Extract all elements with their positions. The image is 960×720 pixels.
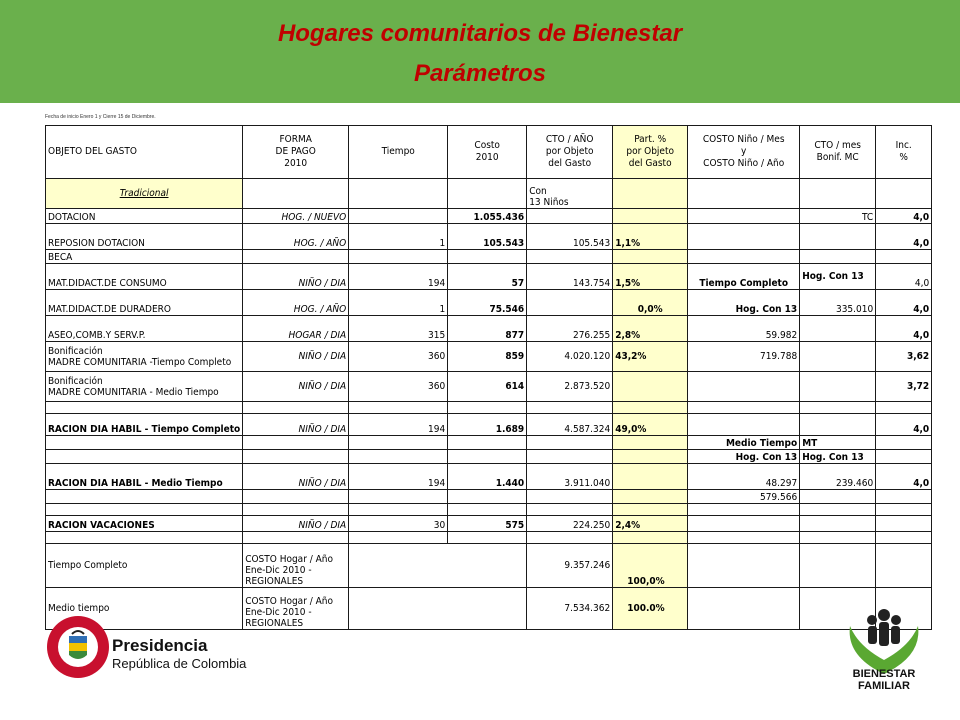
table-row: RACION VACACIONES NIÑO / DIA 30 575 224.250 2,4%	[46, 516, 932, 532]
table-row: MAT.DIDACT.DE CONSUMO NIÑO / DIA 194 57 143.754 1,5% Tiempo Completo Hog. Con 13 4,0	[46, 264, 932, 290]
colombia-seal-icon	[45, 612, 111, 682]
table-row: Tiempo Completo COSTO Hogar / Año Ene-Dic 2010 - REGIONALES 9.357.246 100,0%	[46, 544, 932, 588]
header-cto-ano: CTO / AÑO por Objeto del Gasto	[527, 126, 613, 179]
header-objeto: OBJETO DEL GASTO	[46, 126, 243, 179]
header-tiempo: Tiempo	[349, 126, 448, 179]
table-row: MAT.DIDACT.DE DURADERO HOG. / AÑO 1 75.546 0,0% Hog. Con 13 335.010 4,0	[46, 290, 932, 316]
table-row: Medio tiempo COSTO Hogar / Año Ene-Dic 2010 - REGIONALES 7.534.362 100.0%	[46, 588, 932, 630]
page-title: Hogares comunitarios de Bienestar	[277, 20, 683, 47]
bienestar-label: BIENESTAR	[852, 668, 916, 680]
table-row	[46, 402, 932, 414]
table-row: Medio Tiempo MT	[46, 436, 932, 450]
section-note: Con 13 Niños	[527, 179, 613, 209]
republica-label: República de Colombia	[112, 656, 247, 671]
table-row: RACION DIA HABIL - Tiempo Completo NIÑO / DIA 194 1.689 4.587.324 49,0% 4,0	[46, 414, 932, 436]
row-name: DOTACION	[46, 209, 243, 224]
section-row	[46, 179, 932, 209]
header-part: Part. % por Objeto del Gasto	[613, 126, 688, 179]
header-forma: FORMA DE PAGO 2010	[243, 126, 349, 179]
table-row: ASEO,COMB.Y SERV.P. HOGAR / DIA 315 877 276.255 2,8% 59.982 4,0	[46, 316, 932, 342]
header-costo-nino: COSTO Niño / Mes y COSTO Niño / Año	[688, 126, 800, 179]
table-row: RACION DIA HABIL - Medio Tiempo NIÑO / DIA 194 1.440 3.911.040 48.297 239.460 4,0	[46, 464, 932, 490]
table-row: BECA	[46, 250, 932, 264]
page-subtitle: Parámetros	[413, 60, 547, 87]
table-row	[46, 532, 932, 544]
date-note: Fecha de inicio Enero 1 y Cierre 15 de Diciembre.	[45, 114, 156, 120]
bonif-tc-label: Bonificación MADRE COMUNITARIA -Tiempo Completo	[46, 342, 243, 372]
presidencia-label: Presidencia	[112, 636, 208, 655]
header-inc: Inc. %	[876, 126, 932, 179]
header-costo: Costo 2010	[448, 126, 527, 179]
table-row: Bonificación MADRE COMUNITARIA - Medio Tiempo NIÑO / DIA 360 614 2.873.520 3,72	[46, 372, 932, 402]
header-row	[46, 126, 932, 179]
table-row: Hog. Con 13 Hog. Con 13	[46, 450, 932, 464]
table-row: DOTACION HOG. / NUEVO 1.055.436 TC 4,0	[46, 209, 932, 224]
header-cto-mes: CTO / mes Bonif. MC	[800, 126, 876, 179]
table-row: 579.566	[46, 490, 932, 504]
table-row: Bonificación MADRE COMUNITARIA -Tiempo Completo NIÑO / DIA 360 859 4.020.120 43,2% 719.788 3,62	[46, 342, 932, 372]
parameters-table	[45, 125, 932, 630]
familiar-label: FAMILIAR	[858, 680, 910, 692]
bonif-mt-label: Bonificación MADRE COMUNITARIA - Medio Tiempo	[46, 372, 243, 402]
title-banner	[0, 0, 960, 103]
section-label: Tradicional	[46, 179, 243, 209]
table-row: REPOSION DOTACION HOG. / AÑO 1 105.543 105.543 1,1% 4,0	[46, 224, 932, 250]
table-row	[46, 504, 932, 516]
